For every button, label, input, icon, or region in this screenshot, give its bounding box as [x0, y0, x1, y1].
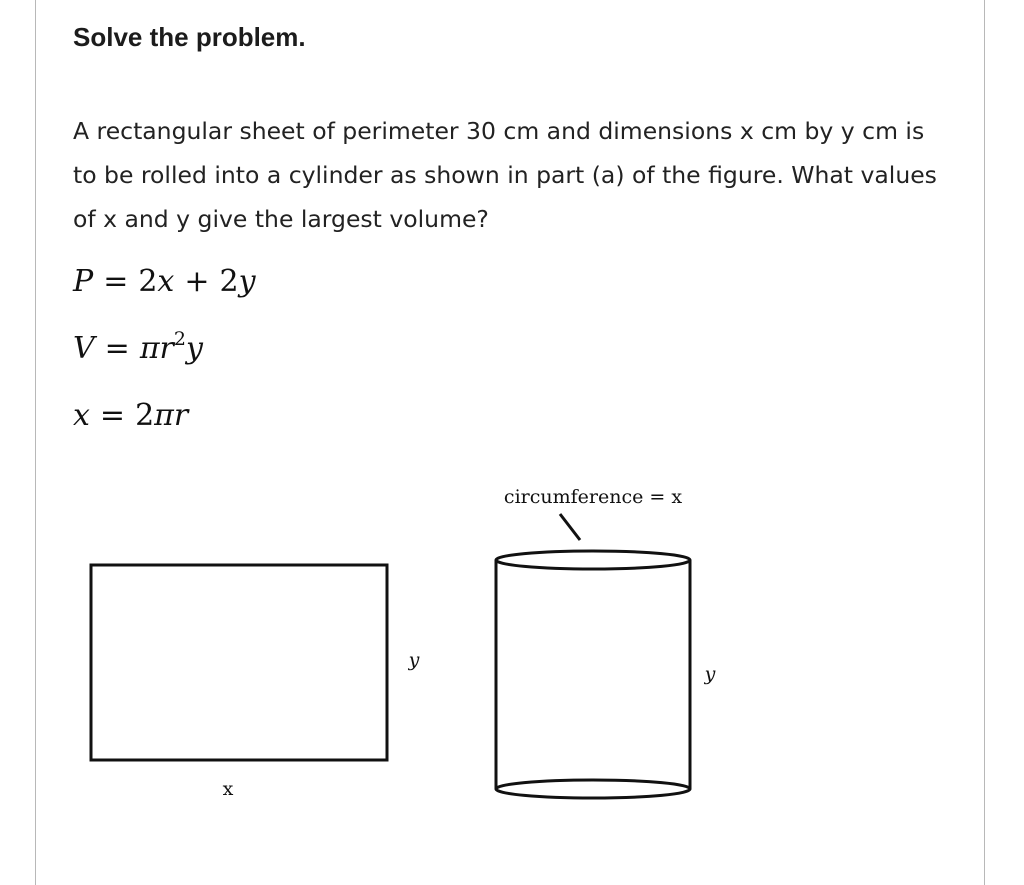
eq-v-y: y	[185, 331, 203, 366]
eq-x-r: r	[173, 398, 189, 433]
cylinder	[496, 551, 690, 798]
eq-p-coef1: 2	[138, 264, 158, 299]
circumference-label: circumference = x	[503, 486, 683, 508]
eq-p-plus: +	[184, 264, 210, 299]
circumference-pointer	[560, 514, 580, 540]
eq-v-exponent: 2	[173, 328, 186, 350]
eq-v-equals: =	[104, 331, 130, 366]
eq-p-equals: =	[103, 264, 129, 299]
cylinder-height-label: y	[704, 663, 716, 685]
eq-x-lhs: x	[73, 398, 90, 433]
eq-p-coef2: 2	[219, 264, 239, 299]
eq-v-lhs: V	[73, 331, 95, 366]
eq-x-coef: 2	[135, 398, 155, 433]
rectangular-sheet	[91, 565, 387, 760]
eq-x-pi: π	[154, 398, 174, 433]
eq-p-lhs: P	[73, 264, 94, 299]
eq-p-var1: x	[157, 264, 175, 299]
cylinder-bottom-ellipse	[496, 780, 690, 798]
eq-x-equals: =	[99, 398, 126, 433]
heading: Solve the problem.	[73, 22, 306, 52]
eq-v-r: r	[159, 331, 174, 366]
cylinder-top-ellipse	[496, 551, 690, 569]
eq-p-var2: y	[238, 264, 256, 299]
problem-statement: A rectangular sheet of perimeter 30 cm and dimensions x cm by y cm is to be rolled into a cylinder as shown in part (a) of the figure. What values of x and y give the largest volume?	[73, 117, 937, 233]
rect-height-label: y	[408, 649, 420, 671]
rect-width-label: x	[222, 778, 234, 800]
eq-v-pi: π	[139, 331, 160, 366]
